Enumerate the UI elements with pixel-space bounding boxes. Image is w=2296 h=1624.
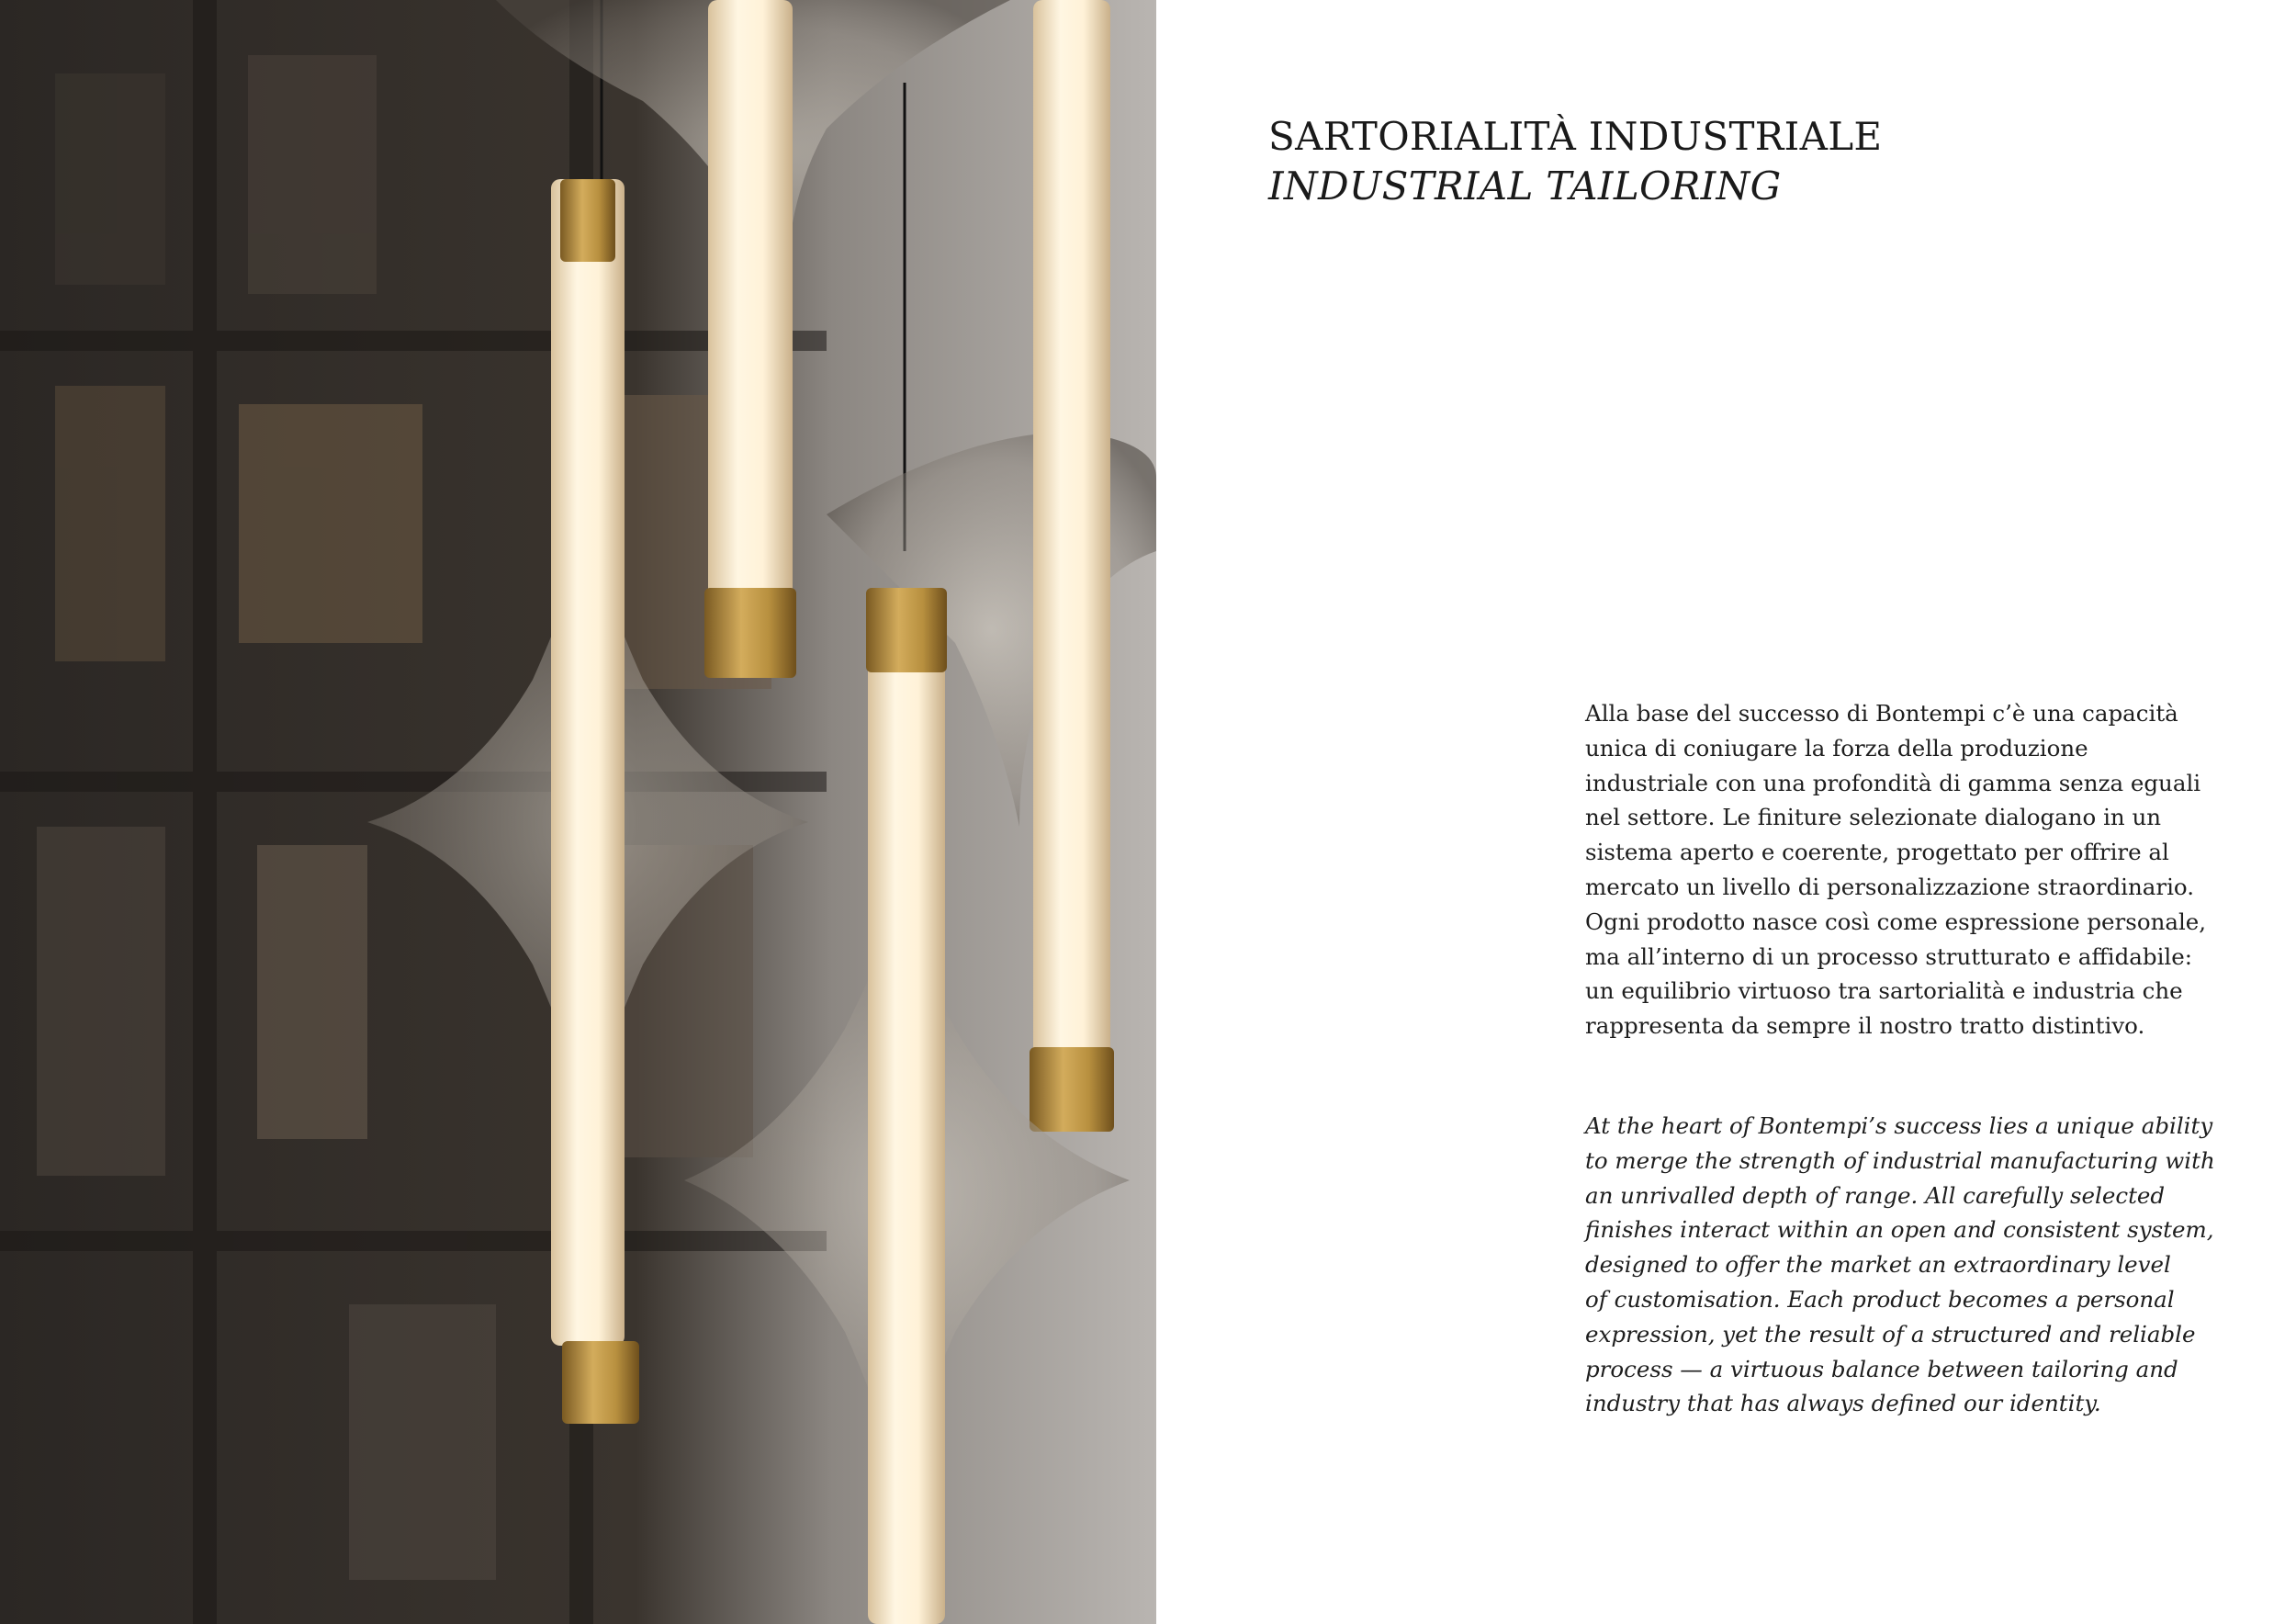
body-italian-line: nel settore. Le finiture selezionate dialogano in un <box>1585 804 2162 831</box>
body-english-line: finishes interact within an open and consistent system, <box>1585 1216 2214 1244</box>
body-english-line: of customisation. Each product becomes a personal <box>1585 1285 2175 1313</box>
text-page <box>1156 0 2296 1624</box>
body-text-english <box>1585 1109 2246 1421</box>
body-english-line: industry that has always defined our identity. <box>1585 1390 2101 1417</box>
body-italian-line: Alla base del successo di Bontempi c’è una capacità <box>1585 700 2178 727</box>
body-italian-line: un equilibrio virtuoso tra sartorialità e industria che <box>1585 977 2183 1005</box>
body-italian-line: unica di coniugare la forza della produzione <box>1585 734 2088 761</box>
body-english-line: to merge the strength of industrial manufacturing with <box>1585 1146 2215 1174</box>
body-english-line: At the heart of Bontempi’s success lies a unique ability <box>1585 1112 2213 1139</box>
body-english-line: process — a virtuous balance between tailoring and <box>1585 1355 2178 1382</box>
body-text-italian <box>1585 696 2246 1043</box>
body-english-line: designed to offer the market an extraordinary level <box>1585 1251 2171 1279</box>
heading-italian: SARTORIALITÀ INDUSTRIALE <box>1268 114 1883 159</box>
body-english-line: expression, yet the result of a structured and reliable <box>1585 1320 2196 1348</box>
heading-english: INDUSTRIAL TAILORING <box>1268 164 1782 209</box>
body-italian-line: industriale con una profondità di gamma senza eguali <box>1585 769 2201 796</box>
body-italian-line: mercato un livello di personalizzazione straordinario. <box>1585 873 2195 900</box>
page-heading <box>1268 112 1882 211</box>
body-italian-line: ma all’interno di un processo strutturato e affidabile: <box>1585 942 2192 970</box>
body-italian-line: Ogni prodotto nasce così come espressione personale, <box>1585 908 2207 935</box>
body-italian-line: sistema aperto e coerente, progettato per offrire al <box>1585 839 2169 866</box>
body-italian-line: rappresenta da sempre il nostro tratto distintivo. <box>1585 1012 2145 1040</box>
body-english-line: an unrivalled depth of range. All carefully selected <box>1585 1181 2166 1209</box>
